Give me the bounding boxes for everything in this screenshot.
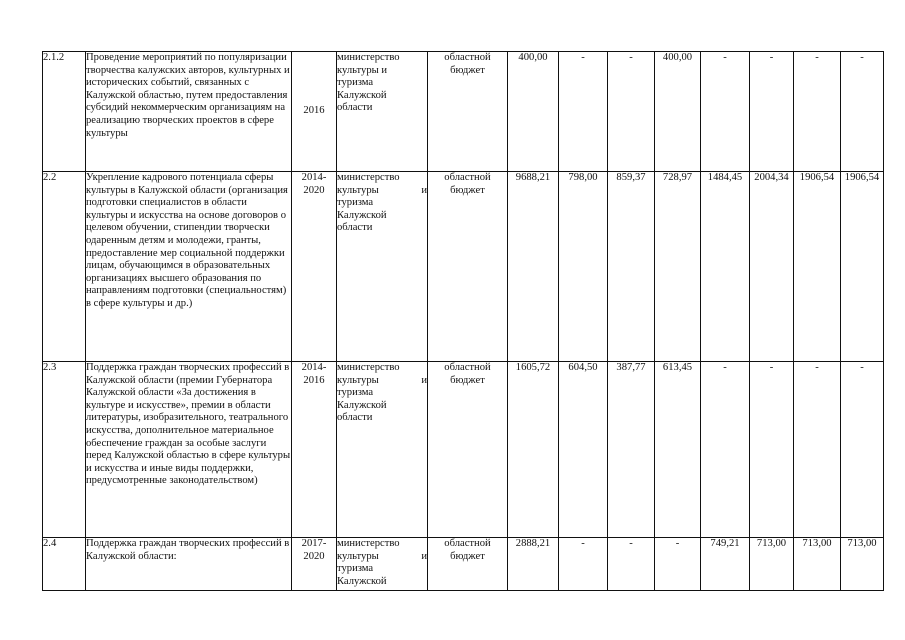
value-2019: - — [794, 362, 841, 538]
executor-line: министерство — [337, 52, 400, 63]
executor-line: и — [421, 550, 427, 562]
period-line: 2020 — [303, 550, 325, 562]
value-2018: 2004,34 — [750, 172, 794, 362]
source-line: бюджет — [450, 64, 485, 76]
value-total: 400,00 — [508, 52, 559, 172]
table-row — [43, 538, 884, 591]
item-executor — [337, 362, 428, 538]
executor-line: министерство — [337, 362, 400, 373]
funding-source — [428, 538, 508, 591]
period-line: 2020 — [303, 184, 325, 196]
item-period — [292, 362, 337, 538]
value-2020: - — [841, 362, 884, 538]
value-2014: 798,00 — [559, 172, 608, 362]
executor-line: министерство — [337, 172, 400, 183]
item-description: Поддержка граждан творческих профессий в Калужской области (премии Губернатора Калужской области «За достижения в культуре и искусстве», премии в области литературы, изобразительного, театрального искусства, дополнительное материальное обеспечение граждан за особые заслуги перед Калужской областью в сфере культуры и искусства и иные виды поддержки, предусмотренные законодательством) — [86, 362, 292, 538]
value-total: 1605,72 — [508, 362, 559, 538]
value-2015: 387,77 — [608, 362, 655, 538]
value-2016: 728,97 — [655, 172, 701, 362]
executor-line: области — [337, 222, 373, 234]
item-executor — [337, 172, 428, 362]
item-description: Поддержка граждан творческих профессий в Калужской области: — [86, 538, 292, 591]
value-2020: 713,00 — [841, 538, 884, 591]
table-row — [43, 172, 884, 362]
executor-line: культуры и — [337, 64, 388, 76]
value-total: 2888,21 — [508, 538, 559, 591]
value-2020: 1906,54 — [841, 172, 884, 362]
value-2017: 1484,45 — [701, 172, 750, 362]
executor-line: и — [421, 374, 427, 386]
executor-line: Калужской — [337, 209, 387, 221]
executor-line: области — [337, 102, 373, 114]
source-line: областной — [444, 52, 491, 63]
item-number: 2.2 — [43, 172, 86, 362]
executor-line: Калужской — [337, 399, 387, 411]
item-number: 2.3 — [43, 362, 86, 538]
value-2015: - — [608, 538, 655, 591]
executor-line: культуры — [337, 550, 379, 562]
value-2019: 1906,54 — [794, 172, 841, 362]
source-line: бюджет — [450, 374, 485, 386]
table-row — [43, 52, 884, 172]
executor-line: министерство — [337, 538, 400, 549]
value-2014: - — [559, 538, 608, 591]
value-2014: 604,50 — [559, 362, 608, 538]
executor-line: Калужской — [337, 575, 387, 587]
source-line: областной — [444, 538, 491, 549]
period-line: 2017- — [301, 538, 327, 549]
source-line: областной — [444, 172, 491, 183]
value-2018: - — [750, 362, 794, 538]
funding-source — [428, 52, 508, 172]
source-line: бюджет — [450, 184, 485, 196]
item-executor — [337, 52, 428, 172]
period-line: 2016 — [303, 105, 325, 117]
item-number: 2.1.2 — [43, 52, 86, 172]
executor-line: культуры — [337, 184, 379, 196]
source-line: областной — [444, 362, 491, 373]
value-2019: - — [794, 52, 841, 172]
value-2015: - — [608, 52, 655, 172]
value-total: 9688,21 — [508, 172, 559, 362]
item-period — [292, 52, 337, 172]
executor-line: области — [337, 412, 373, 424]
item-period — [292, 172, 337, 362]
value-2020: - — [841, 52, 884, 172]
value-2016: 613,45 — [655, 362, 701, 538]
executor-line: туризма — [337, 77, 374, 89]
source-line: бюджет — [450, 550, 485, 562]
item-number: 2.4 — [43, 538, 86, 591]
value-2018: 713,00 — [750, 538, 794, 591]
value-2017: - — [701, 362, 750, 538]
value-2016: 400,00 — [655, 52, 701, 172]
program-table — [42, 51, 884, 591]
executor-line: культуры — [337, 374, 379, 386]
funding-source — [428, 362, 508, 538]
value-2016: - — [655, 538, 701, 591]
executor-line: туризма — [337, 563, 374, 575]
executor-line: туризма — [337, 387, 374, 399]
value-2019: 713,00 — [794, 538, 841, 591]
funding-source — [428, 172, 508, 362]
value-2017: - — [701, 52, 750, 172]
item-description: Укрепление кадрового потенциала сферы культуры в Калужской области (организация подготовки специалистов в области культуры и искусства на основе договоров о целевом обучении, стипендии творчески одаренным детям и молодежи, гранты, предоставление мер социальной поддержки лицам, обучающимся в образовательных организациях высшего образования по направлениям подготовки (специальностям) в сфере культуры и др.) — [86, 172, 292, 362]
executor-line: Калужской — [337, 89, 387, 101]
item-period — [292, 538, 337, 591]
value-2014: - — [559, 52, 608, 172]
value-2015: 859,37 — [608, 172, 655, 362]
value-2017: 749,21 — [701, 538, 750, 591]
value-2018: - — [750, 52, 794, 172]
period-line: 2014- — [301, 362, 327, 373]
period-line: 2014- — [301, 172, 327, 183]
period-line: 2016 — [303, 374, 325, 386]
item-description: Проведение мероприятий по популяризации творчества калужских авторов, культурных и исторических событий, связанных с Калужской областью, путем предоставления субсидий некоммерческим организациям на реализацию творческих проектов в сфере культуры — [86, 52, 292, 172]
executor-line: туризма — [337, 197, 374, 209]
item-executor — [337, 538, 428, 591]
executor-line: и — [421, 184, 427, 196]
table-row — [43, 362, 884, 538]
